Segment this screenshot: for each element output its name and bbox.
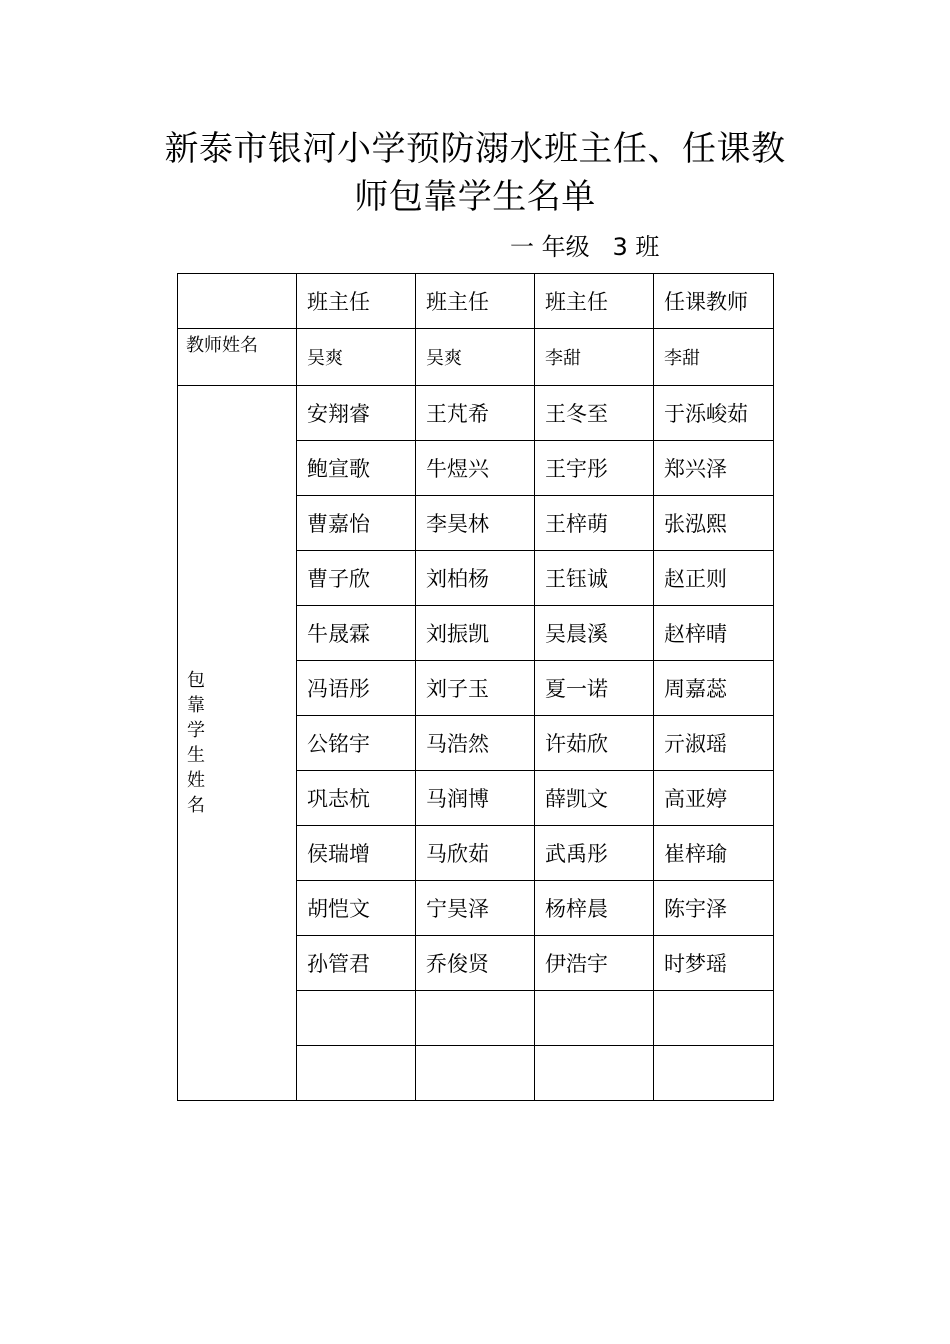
role-header-row bbox=[178, 274, 774, 329]
page-title-line-2: 师包靠学生名单 bbox=[354, 177, 596, 217]
teacher-name-cell: 吴爽 bbox=[297, 329, 416, 386]
empty-cell bbox=[416, 991, 535, 1046]
student-name-cell: 杨梓晨 bbox=[535, 881, 654, 936]
empty-cell bbox=[654, 1046, 774, 1101]
student-name-cell: 王宇彤 bbox=[535, 441, 654, 496]
empty-cell bbox=[654, 991, 774, 1046]
student-name-cell: 赵梓晴 bbox=[654, 606, 774, 661]
student-name-cell: 牛煜兴 bbox=[416, 441, 535, 496]
teacher-name-cell: 李甜 bbox=[535, 329, 654, 386]
student-name-cell: 刘振凯 bbox=[416, 606, 535, 661]
role-cell: 任课教师 bbox=[654, 274, 774, 329]
student-name-cell: 曹子欣 bbox=[297, 551, 416, 606]
student-name-cell: 牛晟霖 bbox=[297, 606, 416, 661]
student-name-cell: 高亚婷 bbox=[654, 771, 774, 826]
student-name-cell: 马欣茹 bbox=[416, 826, 535, 881]
student-name-cell: 郑兴泽 bbox=[654, 441, 774, 496]
teacher-name-cell: 吴爽 bbox=[416, 329, 535, 386]
student-name-cell: 刘子玉 bbox=[416, 661, 535, 716]
student-name-cell: 侯瑞增 bbox=[297, 826, 416, 881]
student-assignment-table bbox=[177, 273, 774, 1101]
student-name-cell: 时梦瑶 bbox=[654, 936, 774, 991]
student-name-cell: 夏一诺 bbox=[535, 661, 654, 716]
student-name-cell: 王钰诚 bbox=[535, 551, 654, 606]
student-name-label-cell bbox=[178, 386, 297, 1101]
student-name-cell: 马浩然 bbox=[416, 716, 535, 771]
student-name-cell: 薛凯文 bbox=[535, 771, 654, 826]
student-name-cell: 亓淑瑶 bbox=[654, 716, 774, 771]
empty-cell bbox=[297, 991, 416, 1046]
student-name-cell: 曹嘉怡 bbox=[297, 496, 416, 551]
student-name-cell: 李昊林 bbox=[416, 496, 535, 551]
student-name-cell: 刘柏杨 bbox=[416, 551, 535, 606]
student-name-cell: 周嘉蕊 bbox=[654, 661, 774, 716]
empty-cell bbox=[535, 991, 654, 1046]
empty-corner-cell bbox=[178, 274, 297, 329]
student-name-cell: 王冬至 bbox=[535, 386, 654, 441]
grade-class-label: 一 年级 3 班 bbox=[510, 233, 660, 261]
student-name-cell: 乔俊贤 bbox=[416, 936, 535, 991]
student-name-cell: 公铭宇 bbox=[297, 716, 416, 771]
empty-cell bbox=[535, 1046, 654, 1101]
student-name-cell: 吴晨溪 bbox=[535, 606, 654, 661]
student-name-cell: 安翔睿 bbox=[297, 386, 416, 441]
student-name-cell: 张泓熙 bbox=[654, 496, 774, 551]
student-name-cell: 许茹欣 bbox=[535, 716, 654, 771]
student-name-cell: 冯语彤 bbox=[297, 661, 416, 716]
teacher-name-row bbox=[178, 329, 774, 386]
role-cell: 班主任 bbox=[416, 274, 535, 329]
role-cell: 班主任 bbox=[297, 274, 416, 329]
teacher-name-cell: 李甜 bbox=[654, 329, 774, 386]
student-name-cell: 孙管君 bbox=[297, 936, 416, 991]
teacher-name-label: 教师姓名 bbox=[178, 329, 297, 386]
role-cell: 班主任 bbox=[535, 274, 654, 329]
student-name-cell: 陈宇泽 bbox=[654, 881, 774, 936]
student-name-cell: 马润博 bbox=[416, 771, 535, 826]
student-name-cell: 王梓萌 bbox=[535, 496, 654, 551]
student-row bbox=[178, 386, 774, 441]
student-name-label: 包靠学生姓名 bbox=[187, 670, 205, 816]
empty-cell bbox=[297, 1046, 416, 1101]
student-name-cell: 宁昊泽 bbox=[416, 881, 535, 936]
student-name-cell: 崔梓瑜 bbox=[654, 826, 774, 881]
student-name-cell: 王芃希 bbox=[416, 386, 535, 441]
student-name-cell: 武禹彤 bbox=[535, 826, 654, 881]
student-name-cell: 巩志杭 bbox=[297, 771, 416, 826]
page-title-line-1: 新泰市银河小学预防溺水班主任、任课教 bbox=[164, 129, 786, 169]
student-name-cell: 于泺峻茹 bbox=[654, 386, 774, 441]
student-name-cell: 鲍宣歌 bbox=[297, 441, 416, 496]
student-name-cell: 赵正则 bbox=[654, 551, 774, 606]
student-name-cell: 伊浩宇 bbox=[535, 936, 654, 991]
empty-cell bbox=[416, 1046, 535, 1101]
student-name-cell: 胡恺文 bbox=[297, 881, 416, 936]
